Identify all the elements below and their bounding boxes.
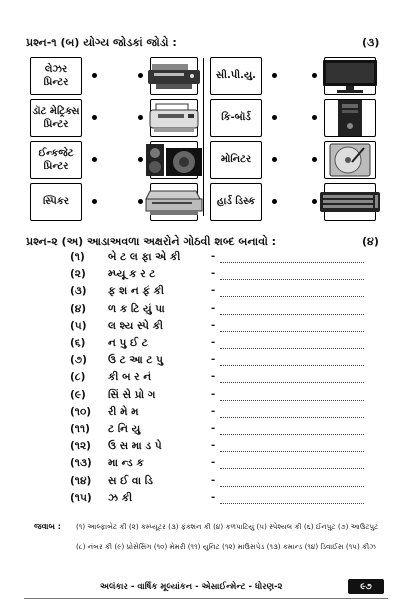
answer-dash: -: [211, 319, 216, 331]
answer-blank[interactable]: [220, 295, 364, 297]
q2-marks: (૪): [362, 235, 379, 248]
keyboard-photo-icon: [319, 190, 381, 214]
jumbled-letters: ઉ સ મા ડ પે: [108, 440, 162, 453]
match-dot: [272, 157, 277, 162]
answer-line-2: (૮) નંબર કી (૯) પ્રોસેસિંગ (૧૦) મેમરી (૧૧) યુનિટ (૧૨) માઉસપેડ (૧૩) કમાન્ડ (૧૪) ડિવાઈસ (૧૫) કીઝ: [76, 542, 377, 551]
answer-dash: -: [211, 371, 216, 383]
item-number: (૩): [70, 285, 87, 298]
jumble-item: [70, 303, 165, 316]
jumble-item: [70, 440, 162, 453]
jumble-item: [70, 423, 140, 436]
match-right-label: સી.પી.યુ.: [210, 57, 262, 95]
item-number: (૧૨): [70, 440, 91, 453]
jumbled-letters: કી બ ર નં: [108, 371, 152, 384]
q2-title: પ્રશ્ન-૨ (અ) આડાઅવળા અક્ષરોને ગોઠવી શબ્દ બનાવો :: [26, 235, 277, 248]
laser-printer-photo-icon: [146, 102, 202, 134]
jumble-item: [70, 371, 151, 384]
match-left-image: [150, 57, 198, 95]
match-dot: [312, 157, 317, 162]
match-left-label: ડૉટ મેટ્રિક્સ પ્રિન્ટર: [30, 99, 82, 137]
item-number: (૬): [70, 337, 86, 349]
jumbled-letters: લ શ્ય સ્પે કી: [108, 319, 164, 332]
jumble-item: [70, 320, 163, 333]
answer-dash: -: [211, 440, 216, 452]
dot-matrix-printer-photo-icon: [144, 187, 204, 217]
match-dot: [92, 115, 97, 120]
answer-blank[interactable]: [220, 381, 364, 383]
answer-dash: -: [211, 337, 216, 348]
answer-blank[interactable]: [220, 313, 364, 315]
answer-dash: -: [211, 474, 216, 486]
match-right-image: [324, 183, 376, 221]
match-left-label: ઈન્કજેટ પ્રિન્ટર: [30, 141, 82, 179]
item-number: (૮): [70, 371, 86, 384]
jumble-item: [70, 251, 180, 264]
jumbled-letters: ન પુ ઈ ટ: [108, 337, 148, 349]
jumble-item: [70, 406, 139, 419]
match-dot: [312, 73, 317, 78]
item-number: (૧૪): [70, 474, 92, 487]
answer-dash: -: [211, 354, 216, 366]
match-left-image: [150, 183, 198, 221]
answer-label: જવાબ :: [34, 522, 61, 531]
match-left-image: [150, 99, 198, 137]
q1-title: પ્રશ્ન-૧ (બ) યોગ્ય જોડકાં જોડો :: [26, 36, 177, 49]
jumbled-letters: ઝ કી: [108, 491, 133, 504]
item-number: (૭): [70, 354, 87, 367]
jumbled-letters: ટ નિ યુ: [108, 423, 141, 435]
match-dot: [138, 115, 143, 120]
jumbled-letters: બે ટ લ ફા એ કી: [108, 251, 181, 263]
answer-blank[interactable]: [220, 450, 364, 452]
match-right-label: મોનિટર: [210, 141, 262, 179]
answer-blank[interactable]: [220, 416, 364, 418]
item-number: (૧૧): [70, 423, 90, 435]
answer-dash: -: [211, 285, 216, 297]
answer-line-1: (૧) આલ્ફાબેટ કી (૨) કમ્પ્યૂટર (૩) ફંક્શન કી (૪) કળપાટિયું (૫) સ્પેશ્યલ કી (૬) ઈનપુટ (૭) આઉટપુટ: [76, 522, 379, 531]
item-number: (૨): [70, 268, 86, 281]
jumbled-letters: સિં સે પ્રો ગ: [108, 388, 156, 401]
jumbled-letters: ળ ક ટિ યું પા: [108, 302, 165, 315]
answer-dash: -: [211, 423, 216, 434]
match-dot: [138, 199, 143, 204]
jumble-item: [70, 268, 155, 281]
answer-blank[interactable]: [220, 347, 364, 349]
jumbled-letters: મ્પ્યૂ ક ર ટ: [108, 268, 156, 281]
item-number: (૫): [70, 319, 87, 332]
answer-dash: -: [211, 405, 216, 417]
match-dot: [312, 199, 317, 204]
item-number: (૯): [70, 388, 86, 401]
cpu-tower-photo-icon: [332, 98, 368, 138]
answer-blank[interactable]: [220, 433, 364, 435]
answer-blank[interactable]: [220, 364, 364, 366]
match-right-image: [324, 141, 376, 179]
answer-dash: -: [211, 457, 216, 469]
answer-blank[interactable]: [220, 502, 364, 504]
printer-photo-icon: [146, 61, 202, 91]
monitor-photo-icon: [321, 58, 379, 94]
answer-blank[interactable]: [220, 485, 364, 487]
footer-rule: [24, 598, 388, 599]
jumble-item: [70, 475, 153, 488]
item-number: (૧૦): [70, 405, 92, 418]
match-dot: [92, 157, 97, 162]
jumble-item: [70, 389, 155, 402]
speaker-photo-icon: [144, 142, 204, 178]
answer-dash: -: [211, 302, 216, 314]
answer-dash: -: [211, 491, 216, 503]
match-left-image: [150, 141, 198, 179]
answer-blank[interactable]: [220, 330, 364, 332]
page-number: ૯૭: [348, 579, 384, 594]
answer-dash: -: [211, 251, 216, 262]
match-right-label: કિ-બૉર્ડ: [210, 99, 262, 137]
jumble-item: [70, 354, 163, 367]
match-dot: [272, 73, 277, 78]
answer-blank[interactable]: [220, 261, 364, 263]
answer-blank[interactable]: [220, 467, 364, 469]
footer-text: અલંકાર - વાર્ષિક મૂલ્યાંકન - એસાઈન્મેન્ટ - ધોરણ-૨: [100, 582, 283, 592]
jumble-item: [70, 337, 148, 350]
jumbled-letters: ઉ ટ આ ટ પુ: [108, 354, 163, 367]
page-footer: [0, 578, 411, 598]
q1-marks: (૩): [362, 36, 380, 49]
match-left-label: સ્પિકર: [30, 183, 82, 221]
hard-disk-photo-icon: [328, 142, 372, 178]
match-right-image: [324, 57, 376, 95]
item-number: (૧૫): [70, 491, 92, 504]
match-right-image: [324, 99, 376, 137]
answer-dash: -: [211, 388, 216, 400]
match-dot: [138, 157, 143, 162]
match-dot: [92, 73, 97, 78]
jumble-item: [70, 285, 164, 298]
item-number: (૧): [70, 251, 85, 263]
match-right-label: હાર્ડ ડિસ્ક: [210, 183, 262, 221]
answer-dash: -: [211, 268, 216, 280]
jumbled-letters: રી મે મ: [108, 405, 139, 418]
match-left-label: લેઝર પ્રિન્ટર: [30, 57, 82, 95]
answer-blank[interactable]: [220, 399, 364, 401]
match-dot: [272, 115, 277, 120]
match-dot: [138, 73, 143, 78]
match-dot: [272, 199, 277, 204]
match-dot: [312, 115, 317, 120]
jumbled-letters: સ ઈ વા ડિ: [108, 474, 153, 487]
match-dot: [92, 199, 97, 204]
jumbled-letters: મા ન્ડ ક: [108, 457, 144, 470]
jumble-item: [70, 492, 132, 505]
answer-blank[interactable]: [220, 278, 364, 280]
item-number: (૪): [70, 302, 87, 315]
jumbled-letters: ફ શ ન ફં કી: [108, 285, 164, 298]
jumble-item: [70, 457, 144, 470]
item-number: (૧૩): [70, 457, 92, 470]
